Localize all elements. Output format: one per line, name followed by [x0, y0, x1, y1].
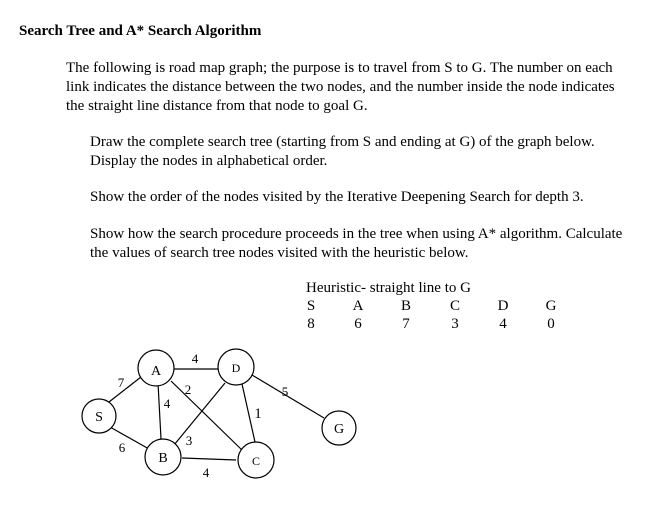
node-c-label: C [251, 454, 261, 468]
edge-b-d [174, 383, 225, 445]
weight-d-g: 5 [281, 384, 289, 399]
heuristic-value-g: 0 [547, 316, 555, 332]
heuristic-node-a: A [352, 298, 364, 314]
edge-b-c [182, 458, 236, 460]
heuristic-node-d: D [497, 298, 509, 314]
node-b-label: B [158, 451, 168, 466]
edge-d-c [242, 384, 255, 442]
edge-a-b [158, 383, 161, 439]
task-search-tree: Draw the complete search tree (starting from S and ending at G) of the graph below. Display the nodes in alphabetical order. [90, 134, 595, 169]
page-title: Search Tree and A* Search Algorithm [19, 23, 262, 39]
weight-b-d: 3 [185, 433, 193, 448]
edge-s-a [109, 377, 141, 402]
heuristic-value-a: 6 [354, 316, 362, 332]
task-iterative-deepening: Show the order of the nodes visited by the Iterative Deepening Search for depth 3. [90, 189, 584, 205]
weight-b-c: 4 [202, 465, 210, 480]
heuristic-value-d: 4 [499, 316, 507, 332]
weight-s-b: 6 [118, 440, 126, 455]
heuristic-title: Heuristic- straight line to G [306, 280, 471, 296]
weight-d-c: 1 [254, 406, 262, 422]
heuristic-node-b: B [400, 298, 411, 314]
node-g-label: G [333, 422, 345, 437]
heuristic-node-g: G [545, 298, 557, 314]
heuristic-value-b: 7 [402, 316, 410, 332]
node-d-label: D [231, 361, 241, 375]
weight-a-b: 4 [163, 396, 171, 411]
edge-s-b [110, 427, 149, 449]
heuristic-node-c: C [449, 298, 460, 314]
weight-a-d: 4 [191, 351, 199, 366]
heuristic-value-s: 8 [307, 316, 315, 332]
task-a-star: Show how the search procedure proceeds in the tree when using A* algorithm. Calculate the values of search tree nodes visited with the heuristic below. [90, 226, 623, 261]
weight-a-c: 2 [184, 382, 192, 397]
node-a-label: A [150, 364, 162, 379]
heuristic-node-s: S [306, 298, 316, 314]
heuristic-value-c: 3 [451, 316, 459, 332]
edge-a-c [171, 381, 243, 451]
node-s-label: S [95, 410, 103, 425]
weight-s-a: 7 [117, 375, 125, 390]
intro-paragraph: The following is road map graph; the purpose is to travel from S to G. The number on each link indicates the distance between the two nodes, and the number inside the node indicates the straight line distance from that node to goal G. [66, 60, 615, 114]
